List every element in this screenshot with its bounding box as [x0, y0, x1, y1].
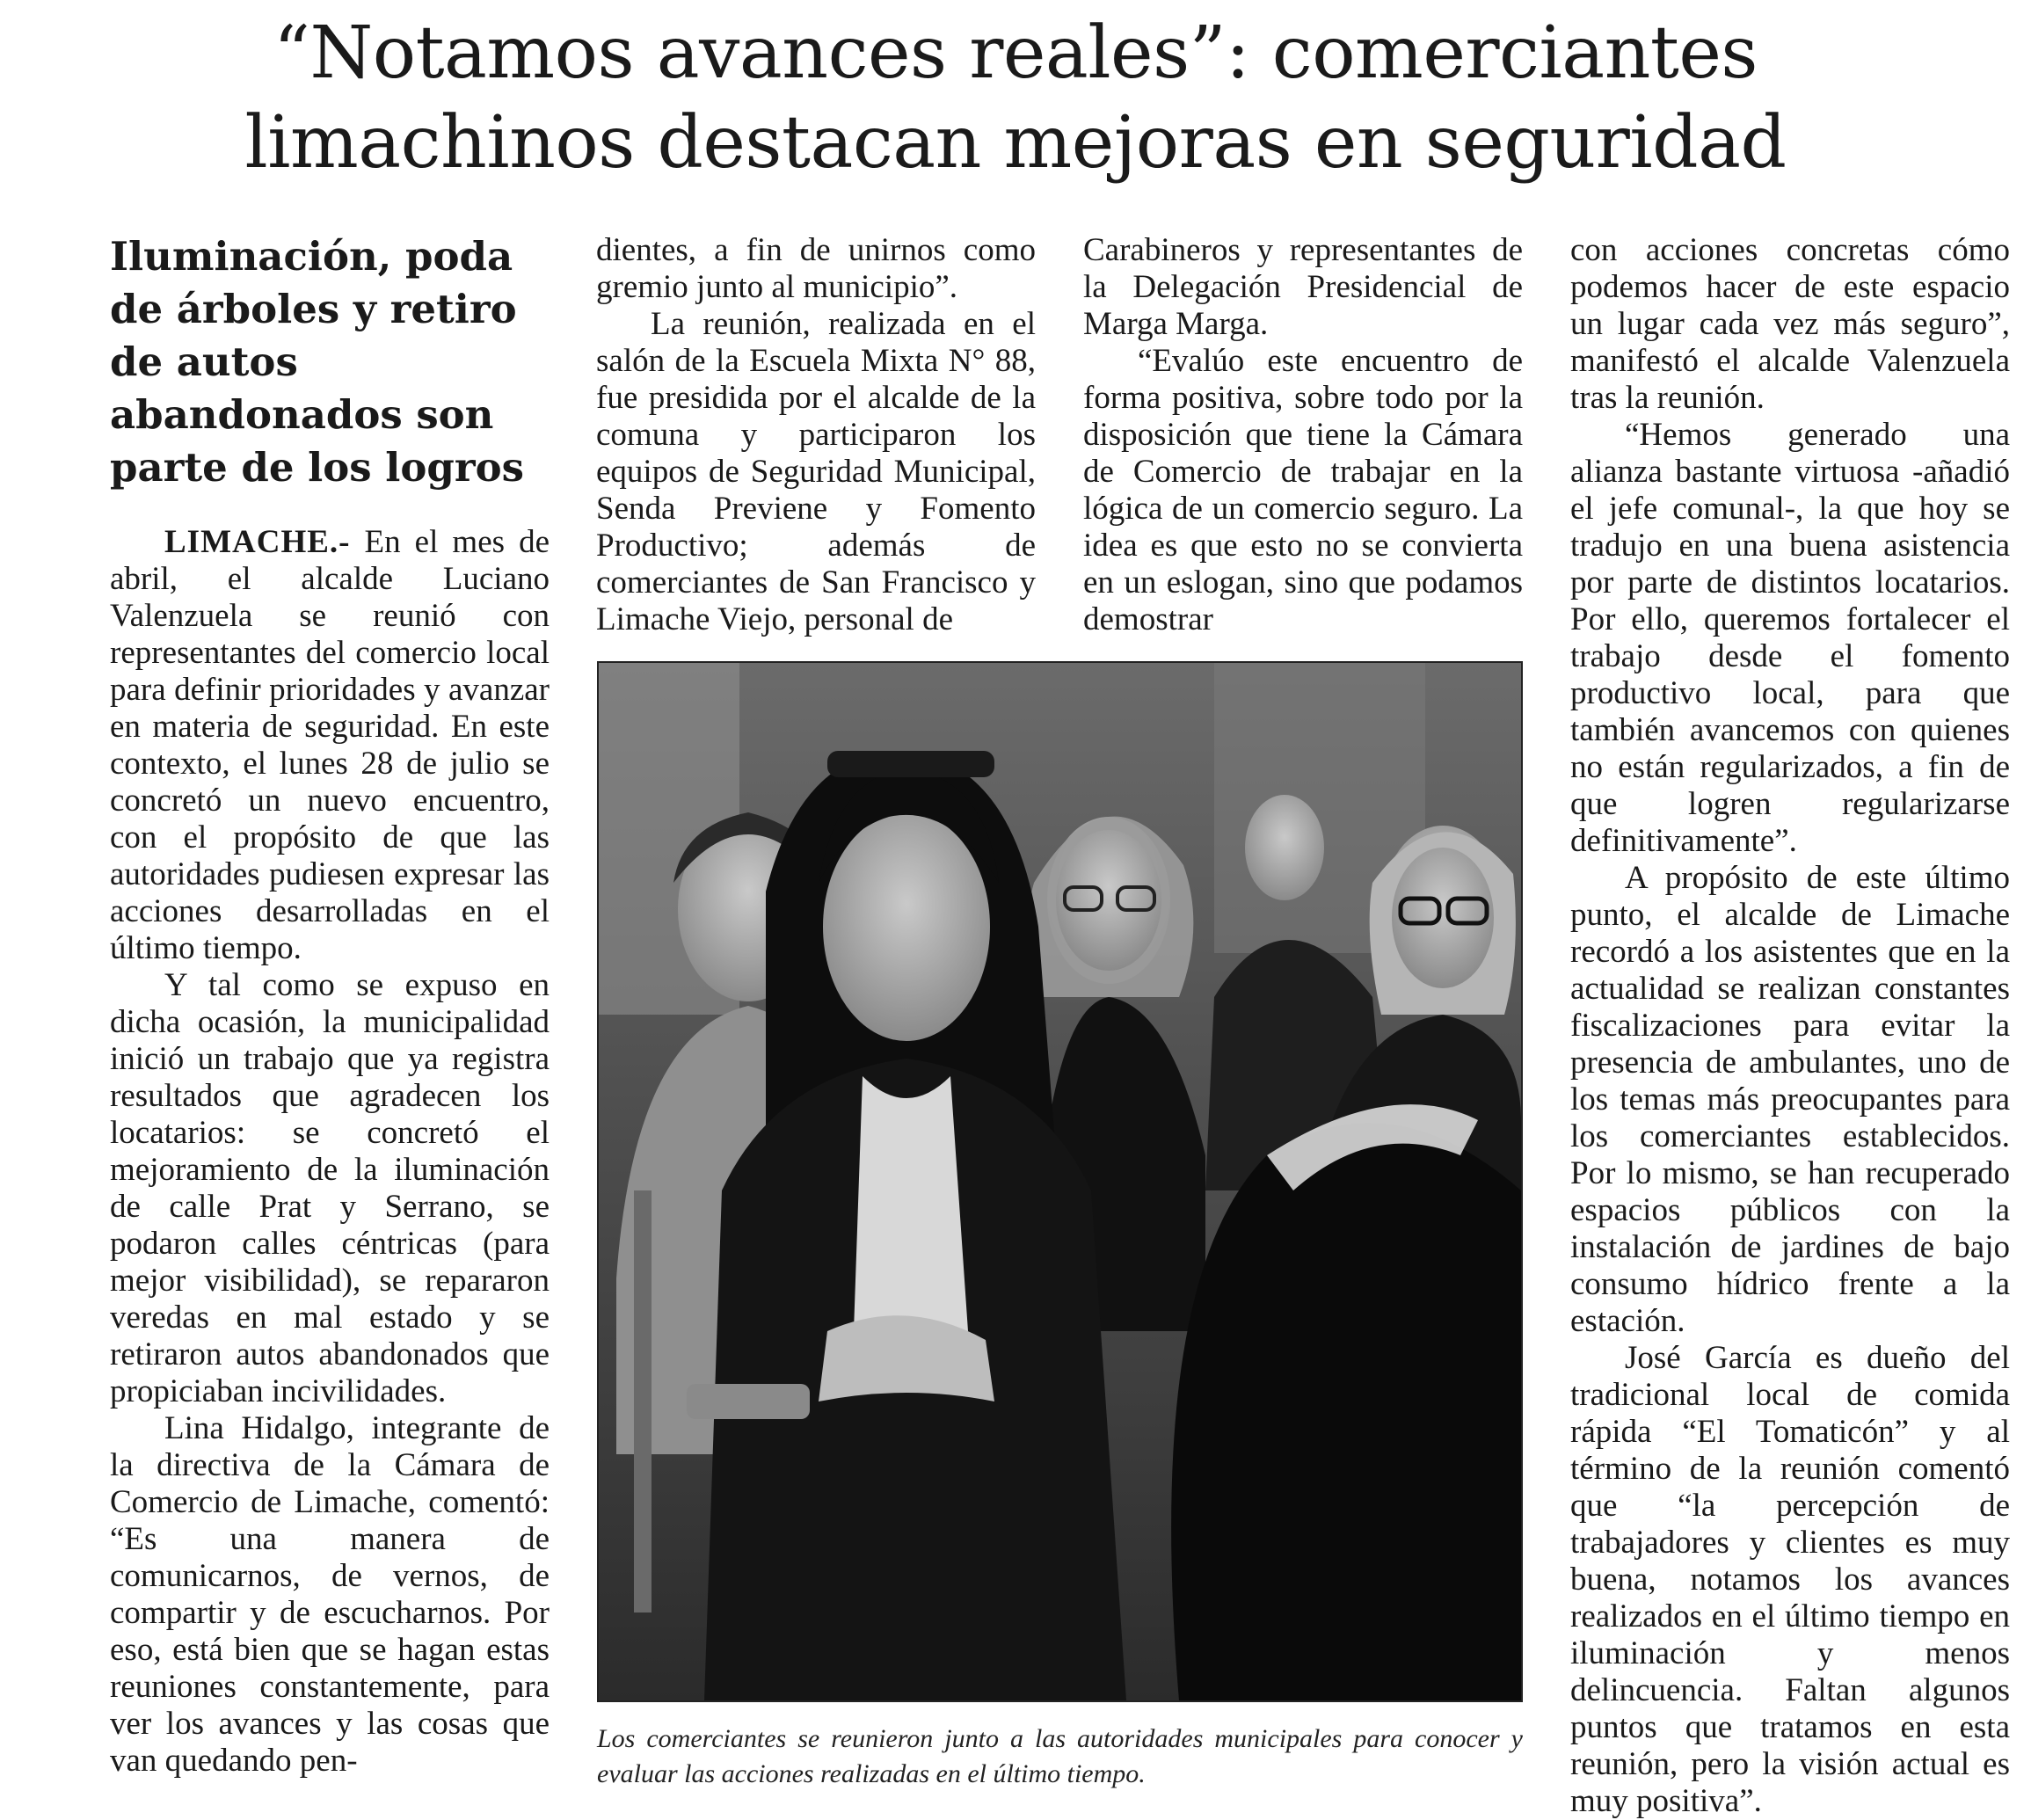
paragraph: Y tal como se expuso en dicha ocasión, la municipalidad inició un trabajo que ya registra resultados que agradecen los locatarios: se concretó el mejoramiento de la iluminación de calle Prat y Serrano, se podaron calles céntricas (para mejor visibilidad), se repararon veredas en mal estado y se retiraron autos abandonados que propiciaban incivilidades.	[110, 967, 550, 1409]
photo-caption: Los comerciantes se reunieron junto a las autoridades municipales para conocer y evaluar las acciones realizadas en el último tiempo.	[597, 1724, 1523, 1788]
paragraph	[110, 524, 550, 967]
paragraph: “Hemos generado una alianza bastante virtuosa -añadió el jefe comunal-, la que hoy se tradujo en una buena asistencia por parte de distintos locatarios. Por ello, queremos fortalecer el trabajo desde el fomento productivo local, para que también avancemos con quienes no están regularizados, a fin de que logren regularizarse definitivamente”.	[1570, 417, 2010, 859]
paragraph: “Evalúo este encuentro de forma positiva, sobre todo por la disposición que tiene la Cámara de Comercio de trabajar en la lógica de un comercio seguro. La idea es que esto no se convierta en un eslogan, sino que podamos demostrar	[1083, 343, 1523, 637]
paragraph: José García es dueño del tradicional local de comida rápida “El Tomaticón” y al término de la reunión comentó que “la percepción de trabajadores y clientes es muy buena, notamos los avances realizados en el último tiempo en iluminación y menos delincuencia. Faltan algunos puntos que tratamos en esta reunión, pero la visión actual es muy positiva”.	[1570, 1340, 2010, 1819]
paragraph: La reunión, realizada en el salón de la Escuela Mixta N° 88, fue presidida por el alcalde de la comuna y participaron los equipos de Seguridad Municipal, Senda Previene y Fomento Productivo; además de comerciantes de San Francisco y Limache Viejo, personal de	[596, 306, 1036, 637]
paragraph: con acciones concretas cómo podemos hacer de este espacio un lugar cada vez más seguro”, manifestó el alcalde Valenzuela tras la reunión.	[1570, 232, 2010, 416]
article-column-2	[596, 232, 1036, 638]
article-column-3	[1083, 232, 1523, 638]
paragraph: A propósito de este último punto, el alcalde de Limache recordó a los asistentes que en la actualidad se realizan constantes fiscalizaciones para evitar la presencia de ambulantes, uno de los temas más preocupantes para los comerciantes establecidos. Por lo mismo, se han recuperado espacios públicos con la instalación de jardines de bajo consumo hídrico frente a la estación.	[1570, 860, 2010, 1339]
paragraph: dientes, a fin de unirnos como gremio junto al municipio”.	[596, 232, 1036, 305]
meeting-photo	[597, 661, 1523, 1702]
subheadline: Iluminación, poda de árboles y retiro de autos abandonados son parte de los logros	[110, 233, 524, 491]
headline-line-2: limachinos destacan mejoras en seguridad	[244, 101, 1787, 185]
article-column-1	[110, 524, 550, 1780]
headline	[0, 0, 2031, 224]
paragraph: Carabineros y representantes de la Delegación Presidencial de Marga Marga.	[1083, 232, 1523, 342]
headline-line-1: “Notamos avances reales”: comerciantes	[273, 11, 1758, 95]
dateline: LIMACHE.-	[164, 524, 351, 560]
paragraph-text: En el mes de abril, el alcalde Luciano Valenzuela se reunió con representantes del comercio local para definir prioridades y avanzar en materia de seguridad. En este contexto, el lunes 28 de julio se concretó un nuevo encuentro, con el propósito de que las autoridades pudiesen expresar las acciones desarrolladas en el último tiempo.	[110, 524, 550, 966]
paragraph: Lina Hidalgo, integrante de la directiva de la Cámara de Comercio de Limache, comentó: “Es una manera de comunicarnos, de vernos, de compartir y de escucharnos. Por eso, está bien que se hagan estas reuniones constantemente, para ver los avances y las cosas que van quedando pen-	[110, 1410, 550, 1779]
article-column-4	[1570, 232, 2010, 1820]
photo-illustration	[599, 663, 1521, 1700]
